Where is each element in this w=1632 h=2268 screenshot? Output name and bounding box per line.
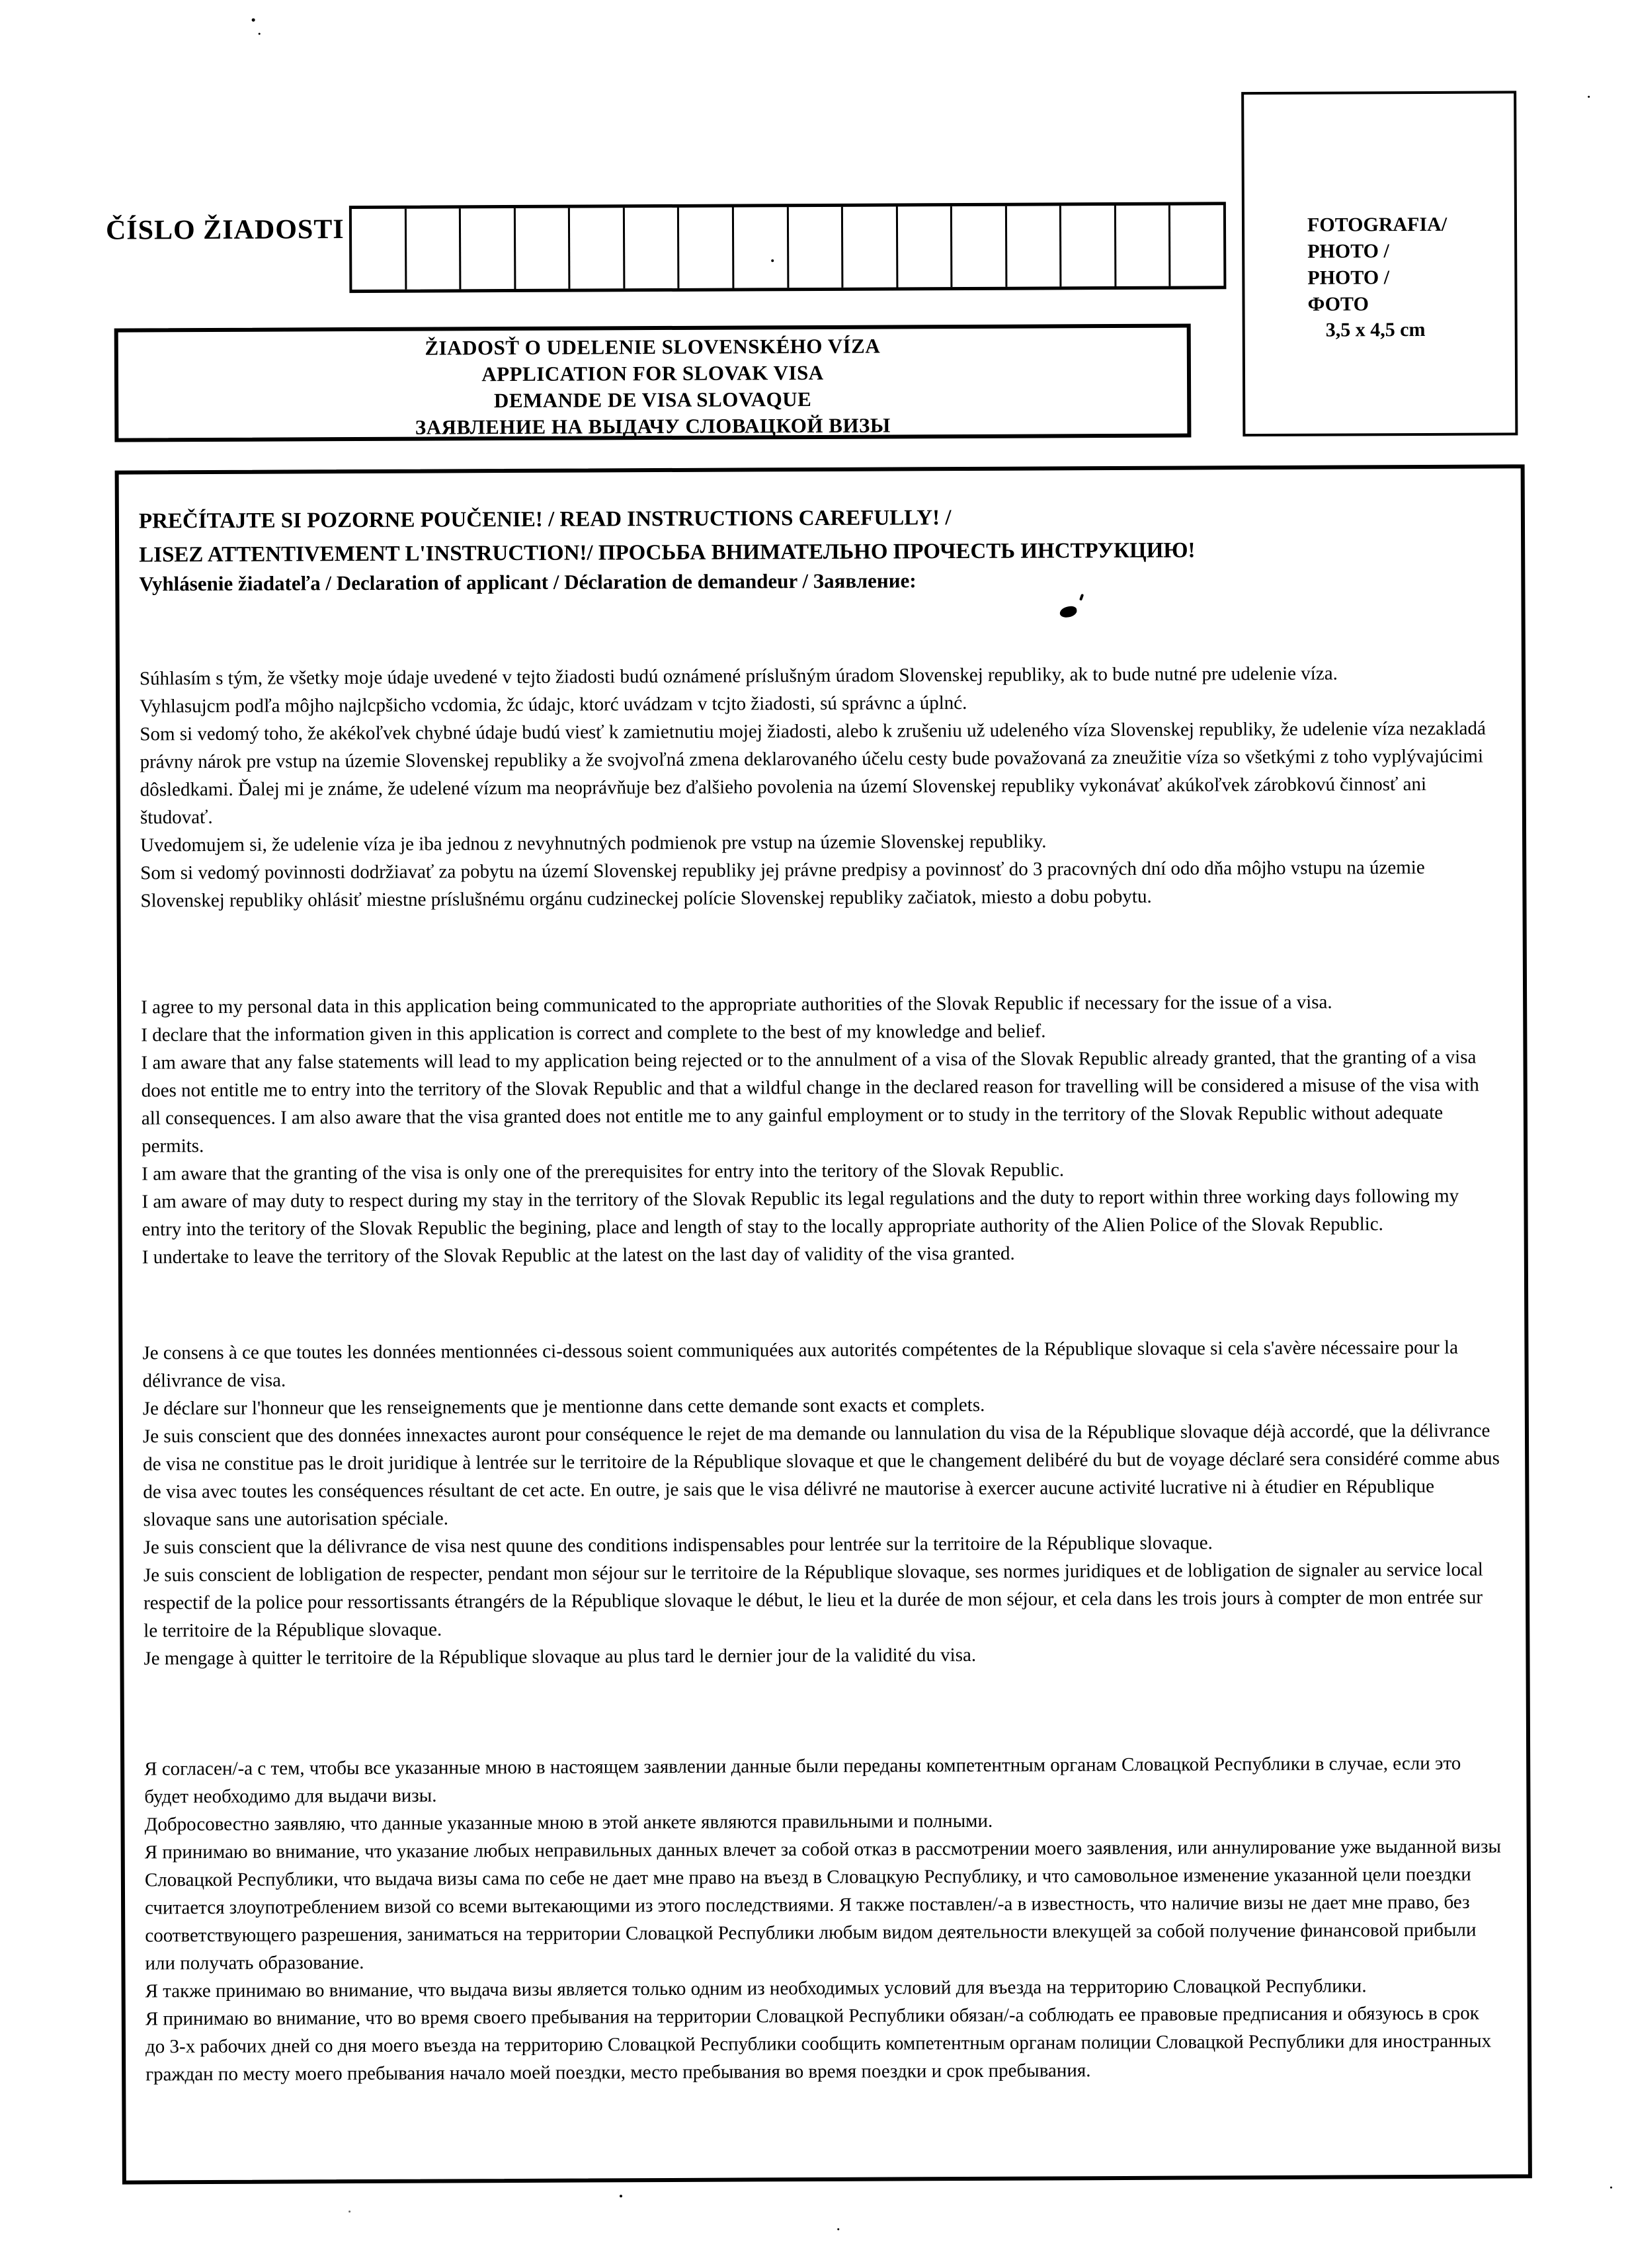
application-number-cell xyxy=(679,208,734,288)
application-number-cell xyxy=(516,208,571,289)
application-number-cell xyxy=(1116,206,1171,286)
application-number-label: ČÍSLO ŽIADOSTI xyxy=(105,214,345,246)
form-title: ŽIADOSŤ O UDELENIE SLOVENSKÉHO VÍZA APPLICATION FOR SLOVAK VISA DEMANDE DE VISA SLOVAQUE ЗАЯВЛЕНИЕ НА ВЫДАЧУ СЛОВАЦКОЙ ВИЗЫ xyxy=(114,324,1192,442)
scan-speck xyxy=(259,33,261,35)
application-number-cell xyxy=(461,208,516,289)
photo-box-label: FOTOGRAFIA/ PHOTO / PHOTO / ФОТО xyxy=(1307,213,1448,315)
application-number-cell xyxy=(1007,206,1062,286)
scan-speck xyxy=(252,19,255,22)
declaration-text-russian: Я согласен/-а с тем, чтобы все указанные мною в настоящем заявлении данные были переданы компетентным органам Словацкой Республики в случае, если это будет необходимо для выдачи визы. Добросовестно заявляю, что данные указанные мною в этой анкете являются правильными и полными. Я принимаю во внимание, что указание любых неправильных данных влечет за собой отказ в рассмотрении моего заявления, или аннулирование уже выданной визы Словацкой Республики, что выдача визы сама по себе не дает мне право на въезд в Словацкую Республику, и что самовольное изменение указанной цели поездки считается злоупотреблением визой со всеми вытекающими из этого последствиями. Я также поставлен/-а в известность, что наличие визы не дает мне право, без соответствующего разрешения, заниматься на территории Словацкой Республики любым видом деятельности влекущей за собой получение финансовой прибыли или получать образование. Я также принимаю во внимание, что выдача визы является только одним из необходимых условий для въезда на территорию Словацкой Республики. Я принимаю во внимание, что во время своего пребывания на территории Словацкой Республики обязан/-а соблюдать ее правовые предписания и обязуюсь в срок до 3-х рабочих дней со дня моего въезда на территорию Словацкой Республики сообщить компетентным органам полиции Словацкой Республики для иностранных граждан по месту моего пребывания начало моей поездки, место пребывания во время поездки и срок пребывания. xyxy=(144,1752,1502,2086)
scan-speck xyxy=(1610,2187,1612,2189)
photo-box xyxy=(1241,91,1518,436)
application-number-grid xyxy=(349,202,1227,293)
scan-speck xyxy=(837,2228,839,2230)
scan-speck xyxy=(771,259,774,262)
declaration-text-french: Je consens à ce que toutes les données mentionnées ci-dessous soient communiquées aux autorités compétentes de la République slovaque si cela s'avère nécessaire pour la délivrance de visa. Je déclare sur l'honneur que les renseignements que je mentionne dans cette demande sont exacts et complets. Je suis conscient que des données innexactes auront pour conséquence le rejet de ma demande ou lannulation du visa de la République slovaque déjà accordé, que la délivrance de visa ne constitue pas le droit juridique à lentrée sur le territoire de la République slovaque et que le changement delibéré du but de voyage déclaré sera considéré comme abus de visa avec toutes les conséquences résultant de cet acte. En outre, je sais que le visa délivré ne mautorise à exercer aucune activité lucrative ni à étudier en République slovaque sans une autorisation spéciale. Je suis conscient que la délivrance de visa nest quune des conditions indispensables pour lentrée sur la territoire de la République slovaque. Je suis conscient de lobligation de respecter, pendant mon séjour sur le territoire de la République slovaque, ses normes juridiques et de lobligation de signaler au service local respectif de la police pour ressortissants étrangérs de la République slovaque le début, le lieu et la durée de mon séjour, et cela dans les trois jours à compter de mon entrée sur le territoire de la République slovaque. Je mengage à quitter le territoire de la République slovaque au plus tard le dernier jour de la validité du visa. xyxy=(142,1336,1500,1670)
application-number-cell xyxy=(898,206,953,287)
application-number-cell xyxy=(352,209,407,290)
application-number-cell xyxy=(734,207,789,288)
application-number-cell xyxy=(406,208,461,289)
declaration-subheading: Vyhlásenie žiadateľa / Declaration of applicant / Déclaration de demandeur / Заявление: xyxy=(139,569,917,596)
ink-blot-artifact xyxy=(1059,606,1078,619)
declaration-box xyxy=(115,464,1532,2184)
scan-speck xyxy=(1588,96,1590,98)
application-number-cell xyxy=(843,206,898,287)
application-number-cell xyxy=(625,208,680,288)
application-number-cell xyxy=(952,206,1007,287)
application-number-cell xyxy=(788,207,843,288)
scan-speck xyxy=(348,2210,350,2212)
photo-size-label: 3,5 x 4,5 cm xyxy=(1325,318,1426,341)
read-instructions-heading: PREČÍTAJTE SI POZORNE POUČENIE! / READ INSTRUCTIONS CAREFULLY! / LISEZ ATTENTIVEMENT L'INSTRUCTION!/ ПРОСЬБА ВНИМАТЕЛЬНО ПРОЧЕСТЬ ИНСТРУКЦИЮ! xyxy=(138,506,1196,567)
application-number-cell xyxy=(1170,205,1223,286)
scan-speck xyxy=(620,2195,622,2197)
declaration-text-slovak: Súhlasím s tým, že všetky moje údaje uvedené v tejto žiadosti budú oznámené príslušným úradom Slovenskej republiky, ak to bude nutné pre udelenie víza. Vyhlasujcm podľa môjho najlcpšicho vcdomia, žc údajc, ktorć uvádzam v tcjto žiadosti, sú správnc a úplnć. Som si vedomý toho, že akékoľvek chybné údaje budú viesť k zamietnutiu mojej žiadosti, alebo k zrušeniu už udeleného víza Slovenskej republiky, že udelenie víza nezakladá právny nárok pre vstup na územie Slovenskej republiky a že svojvoľná zmena deklarovaného účelu cesty bude považovaná za zneužitie víza so všetkými z toho vyplývajúcimi dôsledkami. Ďalej mi je známe, že udelené vízum ma neoprávňuje bez ďalšieho povolenia na území Slovenskej republiky vykonávať akúkoľvek zárobkovú činnosť ani študovať. Uvedomujem si, že udelenie víza je iba jednou z nevyhnutných podmienok pre vstup na územie Slovenskej republiky. Som si vedomý povinnosti dodržiavať za pobytu na území Slovenskej republiky jej právne predpisy a povinnosť do 3 pracovných dní odo dňa môjho vstupu na územie Slovenskej republiky ohlásiť miestne príslušnému orgánu cudzineckej polície Slovenskej republiky začiatok, miesto a dobu pobytu. xyxy=(139,663,1486,912)
declaration-text-english: I agree to my personal data in this application being communicated to the appropriate authorities of the Slovak Republic if necessary for the issue of a visa. I declare that the information given in this application is correct and complete to the best of my knowledge and belief. I am aware that any false statements will lead to my application being rejected or to the annulment of a visa of the Slovak Republic already granted, that the granting of a visa does not entitle me to entry into the territory of the Slovak Republic and that a wildful change in the declared reason for travelling will be considered a misuse of the visa with all consequences. I am also aware that the visa granted does not entitle me to any gainful employment or to study in the territory of the Slovak Republic without adequate permits. I am aware that the granting of the visa is only one of the prerequisites for entry into the teritory of the Slovak Republic. I am aware of may duty to respect during my stay in the territory of the Slovak Republic its legal regulations and the duty to report within three working days following my entry into the teritory of the Slovak Republic the begining, place and length of stay to the locally appropriate authority of the Alien Police of the Slovak Republic. I undertake to leave the territory of the Slovak Republic at the latest on the last day of validity of the visa granted. xyxy=(141,991,1479,1268)
application-number-cell xyxy=(1061,206,1116,286)
application-number-cell xyxy=(570,208,625,288)
